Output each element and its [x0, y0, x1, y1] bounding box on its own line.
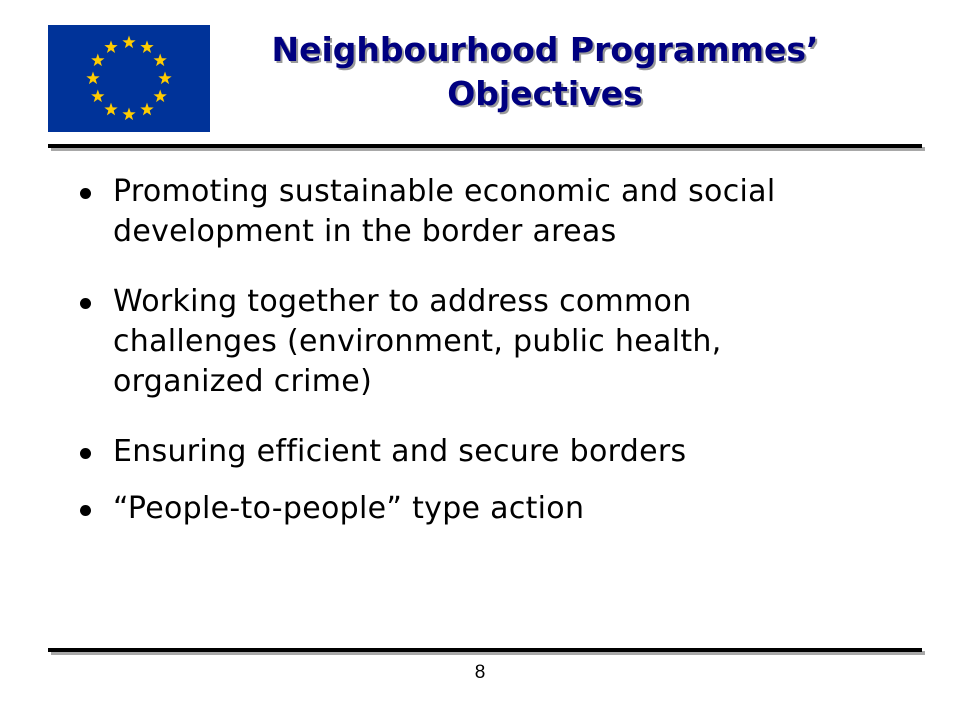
- bullet-line: Promoting sustainable economic and social: [113, 174, 776, 209]
- bullet-dot-icon: [80, 188, 91, 199]
- bottom-divider: [48, 648, 922, 652]
- bullet-line: organized crime): [113, 364, 373, 399]
- title-line-2: Objectives: [447, 74, 643, 113]
- bullet-line: Working together to address common: [113, 284, 692, 319]
- bullet-dot-icon: [80, 448, 91, 459]
- bullet-item: [80, 282, 880, 402]
- title-line-1: Neighbourhood Programmes’: [271, 30, 819, 69]
- bullet-line: “People-to-people” type action: [113, 491, 585, 526]
- bullet-item: [80, 489, 880, 529]
- page-number: 8: [474, 662, 486, 683]
- top-divider: [48, 144, 922, 148]
- bullet-line: Ensuring efficient and secure borders: [113, 434, 687, 469]
- bullet-item: [80, 172, 880, 252]
- bullet-line: challenges (environment, public health,: [113, 324, 722, 359]
- bullet-item: [80, 432, 880, 472]
- bullet-list: [80, 172, 880, 529]
- eu-flag-icon: [48, 25, 210, 132]
- bullet-dot-icon: [80, 505, 91, 516]
- slide-title: [225, 28, 865, 116]
- bullet-line: development in the border areas: [113, 214, 617, 249]
- bullet-dot-icon: [80, 298, 91, 309]
